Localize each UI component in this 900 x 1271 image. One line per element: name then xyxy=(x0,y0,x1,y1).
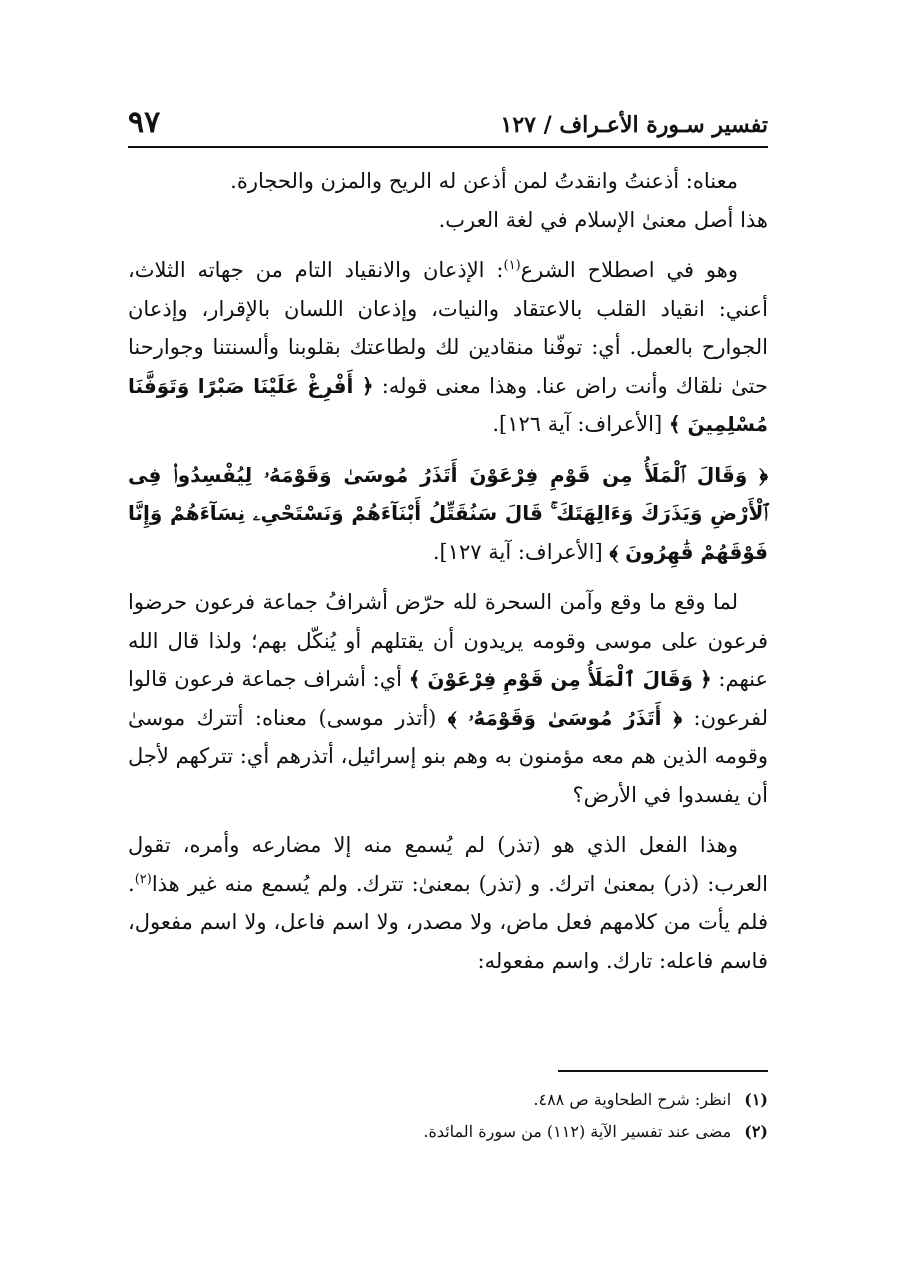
quran-quote-1: ﴿ وَقَالَ ٱلْمَلَأُ مِن قَوْمِ فِرْعَوْنَ ﴾ xyxy=(408,667,712,691)
paragraph-3 xyxy=(128,456,768,572)
p1-line-2: هذا أصل معنىٰ الإسلام في لغة العرب. xyxy=(438,207,768,232)
page-body xyxy=(128,162,768,980)
footnote-ref-2[interactable]: (٢) xyxy=(134,871,152,887)
page-number: ٩٧ xyxy=(128,105,161,140)
footnote-ref-1[interactable]: (١) xyxy=(503,258,521,273)
page-header xyxy=(128,104,768,144)
paragraph-1 xyxy=(128,162,768,239)
header-rule xyxy=(128,146,768,148)
footnote-1-text: انظر: شرح الطحاوية ص ٤٨٨. xyxy=(533,1090,732,1109)
book-page xyxy=(128,104,768,1184)
quran-verse-126: ﴿ أَفْرِغْ عَلَيْنَا صَبْرًا وَتَوَفَّنَا مُسْلِمِينَ ﴾ xyxy=(128,373,768,436)
p4-text-a: لما وقع ما وقع وآمن السحرة لله حرّض أشرافُ جماعة فرعون حرضوا فرعون على موسى وقومه يريدون أن يقتلهم أو يُنكّل بهم؛ ولذا قال الله عنهم: xyxy=(128,590,768,691)
p3-citation: [الأعراف: آية ١٢٧]. xyxy=(432,539,603,564)
p2-text-c: [الأعراف: آية ١٢٦]. xyxy=(492,412,663,436)
footnote-1 xyxy=(128,1084,768,1116)
quran-verse-127: ﴿ وَقَالَ ٱلْمَلَأُ مِن قَوْمِ فِرْعَوْنَ أَتَذَرُ مُوسَىٰ وَقَوْمَهُۥ لِيُفْسِدُوا۟ فِى ٱلْأَرْضِ وَيَذَرَكَ وَءَالِهَتَكَ ۚ قَالَ سَنُقَتِّلُ أَبْنَآءَهُمْ وَنَسْتَحْىِۦ نِسَآءَهُمْ وَإِنَّا فَوْقَهُمْ قَٰهِرُونَ ﴾ xyxy=(128,462,768,564)
p4-text-c: (أتذر موسى) معناه: أتترك موسىٰ وقومه الذين هم معه مؤمنون به وهم بنو إسرائيل، أتذرهم أي: تتركهم لأجل أن يفسدوا في الأرض؟ xyxy=(128,705,768,807)
footnote-2-number: (٢) xyxy=(744,1122,768,1141)
footnote-2-text: مضى عند تفسير الآية (١١٢) من سورة المائدة. xyxy=(423,1122,732,1141)
footnote-1-number: (١) xyxy=(744,1090,768,1109)
p5-text-a: وهذا الفعل الذي هو (تذر) لم يُسمع منه إلا مضارعه وأمره، تقول العرب: (ذر) بمعنىٰ اترك. و (تذر) بمعنىٰ: تترك. ولم يُسمع منه غير هذا xyxy=(128,833,768,896)
running-title: تفسير سـورة الأعـراف / ١٢٧ xyxy=(500,112,768,138)
p1-line-1: معناه: أذعنتُ وانقدتُ لمن أذعن له الريح والمزن والحجارة. xyxy=(230,169,738,193)
paragraph-5 xyxy=(128,826,768,980)
p2-text-a: وهو في اصطلاح الشرع xyxy=(520,258,738,282)
footnote-2 xyxy=(128,1116,768,1148)
paragraph-2 xyxy=(128,251,768,444)
footnote-rule xyxy=(558,1070,768,1072)
p5-text-b: . فلم يأت من كلامهم فعل ماض، ولا مصدر، ولا اسم فاعل، ولا اسم مفعول، فاسم فاعله: تارك. واسم مفعوله: xyxy=(128,871,768,973)
footnotes xyxy=(128,1084,768,1148)
quran-quote-2: ﴿ أَتَذَرُ مُوسَىٰ وَقَوْمَهُۥ ﴾ xyxy=(447,705,683,730)
p2-text-b: : الإذعان والانقياد التام من جهاته الثلاث، أعني: انقياد القلب بالاعتقاد والنيات، وإذعان اللسان بالإقرار، وإذعان الجوارح بالعمل. أي: توفّنا منقادين لك ولطاعتك بقلوبنا وألسنتنا وجوارحنا حتىٰ نلقاك وأنت راض عنا. وهذا معنى قوله: xyxy=(128,258,768,398)
paragraph-4 xyxy=(128,583,768,814)
p4-text-b: أي: أشراف جماعة فرعون قالوا لفرعون: xyxy=(128,667,768,730)
